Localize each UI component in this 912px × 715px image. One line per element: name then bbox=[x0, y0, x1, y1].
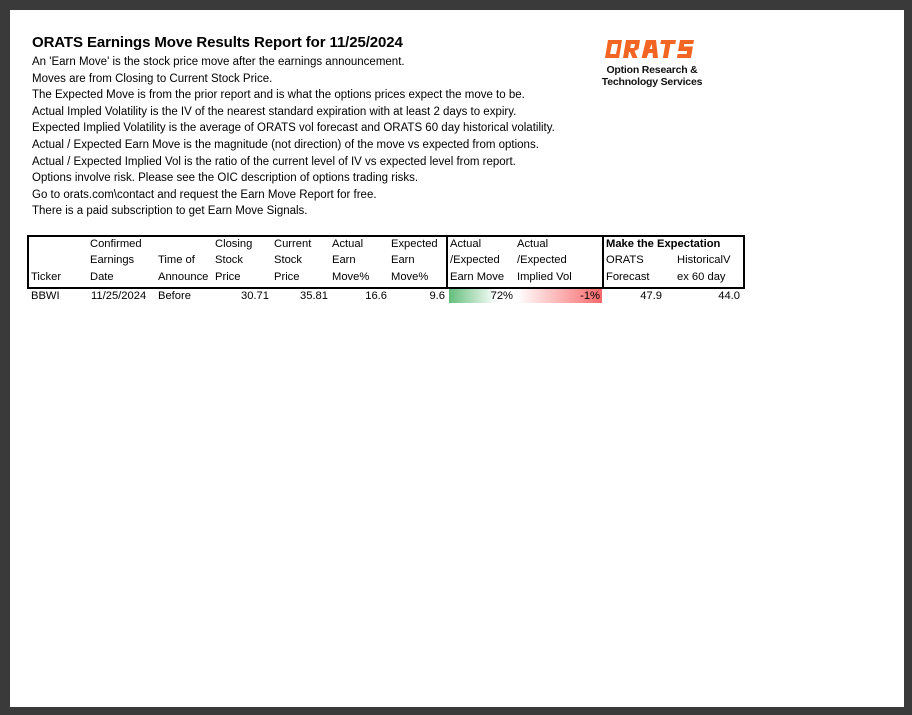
header-expected-move: Move% bbox=[391, 271, 429, 283]
cell-actual-move: 16.6 bbox=[365, 290, 387, 302]
header-closing: Closing bbox=[215, 238, 253, 250]
cell-expected-move: 9.6 bbox=[429, 290, 445, 302]
header-ae-move: /Expected bbox=[450, 254, 500, 266]
description-line: An 'Earn Move' is the stock price move after the earnings announcement. bbox=[32, 56, 405, 68]
header-ae-vol: Actual bbox=[517, 238, 549, 250]
header-orats: ORATS bbox=[606, 254, 644, 266]
description-line: The Expected Move is from the prior report and is what the options prices expect the move to be. bbox=[32, 89, 525, 102]
header-hv: HistoricalV bbox=[677, 254, 731, 266]
header-earn-date: Date bbox=[90, 271, 114, 283]
header-actual-move: Earn bbox=[332, 254, 356, 266]
header-ae-move: Earn Move bbox=[450, 271, 505, 283]
header-actual-move: Move% bbox=[332, 271, 370, 283]
orats-wordmark-icon bbox=[604, 34, 700, 64]
logo-subtitle-1: Option Research & bbox=[606, 64, 698, 76]
orats-logo bbox=[600, 34, 704, 88]
report-page bbox=[10, 10, 904, 707]
cell-hv: 44.0 bbox=[718, 290, 740, 302]
header-orats: Forecast bbox=[606, 271, 650, 283]
cell-earn-date: 11/25/2024 bbox=[91, 290, 147, 302]
report-description bbox=[32, 54, 555, 220]
header-ae-vol: Implied Vol bbox=[517, 271, 572, 283]
cell-ae-vol: -1% bbox=[580, 290, 600, 302]
description-line: Moves are from Closing to Current Stock Price. bbox=[32, 72, 273, 85]
description-line: Expected Implied Volatility is the average of ORATS vol forecast and ORATS 60 day historical volatility. bbox=[32, 122, 555, 135]
cell-time: Before bbox=[158, 290, 191, 302]
header-ae-move: Actual bbox=[450, 238, 482, 250]
header-hv: ex 60 day bbox=[677, 271, 726, 283]
header-current: Stock bbox=[274, 254, 302, 266]
logo-subtitle-2: Technology Services bbox=[601, 76, 703, 88]
cell-ticker: BBWI bbox=[31, 290, 60, 302]
description-line: Actual Impled Volatility is the IV of the nearest standard expiration with at least 2 days to expiry. bbox=[32, 105, 517, 118]
header-time: Time of bbox=[158, 254, 195, 266]
cell-closing: 30.71 bbox=[241, 290, 269, 302]
cell-orats: 47.9 bbox=[640, 290, 662, 302]
header-earn-date: Confirmed bbox=[90, 238, 142, 250]
cell-current: 35.81 bbox=[300, 290, 328, 302]
header-expected-move: Expected bbox=[391, 238, 438, 250]
header-earn-date: Earnings bbox=[90, 254, 135, 266]
header-current: Price bbox=[274, 271, 300, 283]
header-current: Current bbox=[274, 238, 312, 250]
header-closing: Price bbox=[215, 271, 241, 283]
report-title: ORATS Earnings Move Results Report for 11/25/2024 bbox=[32, 34, 403, 51]
header-expectation-title: Make the Expectation bbox=[606, 238, 721, 250]
header-closing: Stock bbox=[215, 254, 243, 266]
cell-ae-move: 72% bbox=[490, 290, 513, 302]
description-line: There is a paid subscription to get Earn Move Signals. bbox=[32, 205, 308, 218]
header-ticker: Ticker bbox=[31, 271, 62, 283]
column-divider bbox=[446, 235, 448, 289]
header-time: Announce bbox=[158, 271, 209, 283]
description-line: Go to orats.com\contact and request the Earn Move Report for free. bbox=[32, 188, 377, 201]
column-divider bbox=[602, 235, 604, 289]
header-actual-move: Actual bbox=[332, 238, 364, 250]
header-expected-move: Earn bbox=[391, 254, 415, 266]
description-line: Options involve risk. Please see the OIC description of options trading risks. bbox=[32, 172, 419, 185]
description-line: Actual / Expected Earn Move is the magnitude (not direction) of the move vs expected from options. bbox=[32, 138, 539, 151]
description-line: Actual / Expected Implied Vol is the ratio of the current level of IV vs expected level from report. bbox=[32, 155, 516, 168]
header-ae-vol: /Expected bbox=[517, 254, 567, 266]
